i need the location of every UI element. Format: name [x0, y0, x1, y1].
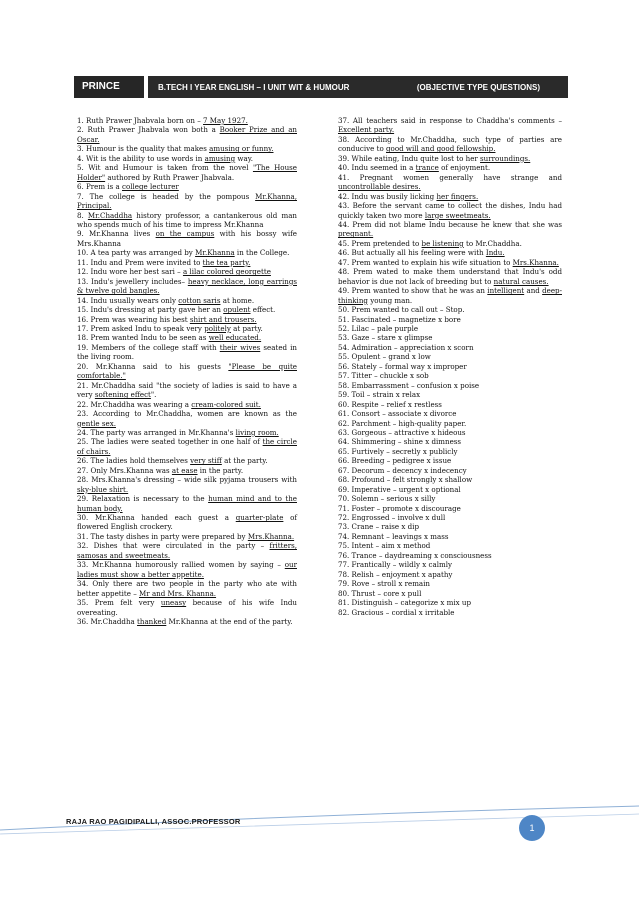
question-item	[77, 163, 297, 182]
question-text: 52. Lilac – pale purple	[338, 323, 419, 333]
question-text: at the party.	[221, 456, 268, 466]
question-item	[77, 579, 297, 598]
answer-text: "The House Holder"	[77, 163, 297, 182]
answer-text: on the campus	[155, 229, 215, 239]
question-item	[338, 466, 562, 475]
question-text: 77. Frantically – wildly x calmly	[338, 560, 452, 570]
question-item	[338, 381, 562, 390]
question-text: 75. Intent – aim x method	[338, 541, 431, 551]
answer-text: amusing	[204, 153, 236, 163]
question-item	[77, 248, 297, 257]
answer-text: cotton saris	[178, 295, 221, 305]
question-item	[338, 163, 562, 172]
answer-text: living room.	[235, 427, 279, 437]
question-text: 10. A tea party was arranged by	[77, 248, 196, 258]
question-item	[77, 211, 297, 230]
question-item	[338, 409, 562, 418]
question-text: 2. Ruth Prawer Jhabvala won both a	[77, 125, 220, 135]
question-text: 78. Relish – enjoyment x apathy	[338, 569, 453, 579]
answer-text: shirt and trousers.	[189, 314, 257, 324]
answer-text: Mr.Khanna	[195, 248, 235, 258]
question-text: in the College.	[234, 248, 290, 258]
question-text: 31. The tasty dishes in party were prepared by	[77, 531, 248, 541]
answer-text: our ladies must show a better appetite.	[77, 560, 297, 579]
question-text: 60. Respite – relief x restless	[338, 399, 442, 409]
answer-text: cream-colored suit.	[191, 399, 261, 409]
answer-text: well educated.	[208, 333, 262, 343]
question-text: 76. Trance – daydreaming x consciousness	[338, 550, 492, 560]
question-item	[338, 390, 562, 399]
question-text: 47. Prem wanted to explain his wife situation to	[338, 257, 513, 267]
question-text: and	[524, 286, 543, 296]
answer-text: Mr.Chaddha	[87, 210, 133, 220]
question-item	[338, 343, 562, 352]
question-text: 9. Mr.Khanna lives	[77, 229, 156, 239]
question-text: 35. Prem felt very	[77, 598, 161, 608]
question-text: 50. Prem wanted to call out – Stop.	[338, 305, 465, 315]
question-item	[77, 229, 297, 248]
question-text: 8.	[77, 210, 88, 220]
question-item	[77, 258, 297, 267]
question-item	[338, 362, 562, 371]
question-text: 45. Prem pretended to	[338, 238, 422, 248]
question-item	[77, 182, 297, 191]
question-item	[77, 456, 297, 465]
question-text: 61. Consort – associate x divorce	[338, 409, 457, 419]
question-item	[338, 371, 562, 380]
question-text: 48. Prem wated to make them understand that Indu's odd behavior is due not lack of breeding but to	[338, 267, 562, 286]
question-item	[338, 541, 562, 550]
question-text: of enjoyment.	[438, 163, 491, 173]
question-text: 33. Mr.Khanna humorously rallied women by saying –	[77, 560, 285, 570]
question-text: 62. Parchment – high-quality paper.	[338, 418, 467, 428]
question-item	[338, 286, 562, 305]
question-text: 25. The ladies were seated together in one half of	[77, 437, 263, 447]
question-text: 51. Fascinated – magnetize x bore	[338, 314, 461, 324]
question-text: 23. According to Mr.Chaddha, women are known as the	[77, 409, 297, 419]
question-text: 80. Thrust – core x pull	[338, 588, 422, 598]
answer-text: good will and good fellowship.	[386, 144, 496, 154]
question-text: 43. Before the servant came to collect the dishes, Indu had quickly taken two more	[338, 201, 562, 220]
page-number-badge: 1	[519, 815, 545, 841]
question-text: 66. Breeding – pedigree x issue	[338, 456, 452, 466]
question-text: 21. Mr.Chaddha said "the society of ladies is said to have a very	[77, 380, 297, 400]
question-item	[77, 475, 297, 494]
question-text: 32. Dishes that were circulated in the party –	[77, 541, 270, 551]
answer-text: Booker Prize and an Oscar.	[77, 125, 297, 144]
question-text: 49. Prem wanted to show that he was an	[338, 286, 488, 296]
answer-text: large sweetmeats.	[424, 210, 491, 220]
question-text: 68. Profound – felt strongly x shallow	[338, 475, 473, 485]
answer-text: deep-thinking	[338, 286, 562, 305]
title-band	[148, 76, 568, 98]
question-text: history professor, a cantankerous old man who spends much of his time to impress Mr.Khanna	[77, 210, 297, 229]
answer-text: a lilac colored georgette	[182, 267, 271, 277]
answer-text: at ease	[171, 465, 198, 475]
question-text: 67. Decorum – decency x indecency	[338, 465, 467, 475]
answer-text: her fingers.	[436, 191, 479, 201]
question-text: 39. While eating, Indu quite lost to her	[338, 153, 481, 163]
question-item	[77, 532, 297, 541]
question-text: 70. Solemn – serious x silly	[338, 494, 436, 504]
question-item	[338, 305, 562, 314]
question-item	[77, 428, 297, 437]
question-item	[338, 154, 562, 163]
answer-text: Mrs.Khanna.	[247, 531, 295, 541]
question-text: 6. Prem is a	[77, 182, 123, 192]
question-text: 22. Mr.Chaddha was wearing a	[77, 399, 192, 409]
question-item	[338, 456, 562, 465]
question-item	[338, 494, 562, 503]
document-subtitle: (OBJECTIVE TYPE QUESTIONS)	[416, 82, 540, 92]
question-text: 16. Prem was wearing his best	[77, 314, 190, 324]
question-item	[338, 135, 562, 154]
question-item	[77, 125, 297, 144]
question-item	[77, 400, 297, 409]
document-title: B.TECH I YEAR ENGLISH – I UNIT WIT & HUMOUR	[158, 82, 350, 92]
question-text: to Mr.Chaddha.	[463, 238, 522, 248]
brand-label: PRINCE	[74, 76, 144, 98]
question-item	[338, 504, 562, 513]
question-text: 18. Prem wanted Indu to be seen as	[77, 333, 209, 343]
question-item	[338, 598, 562, 607]
question-item	[338, 532, 562, 541]
question-text: 42. Indu was busily licking	[338, 191, 437, 201]
question-item	[338, 248, 562, 257]
question-text: 58. Embarrassment – confusion x poise	[338, 380, 480, 390]
question-text: 5. Wit and Humour is taken from the novel	[77, 163, 253, 173]
question-item	[77, 560, 297, 579]
question-item	[338, 324, 562, 333]
answer-text: opulent	[223, 305, 251, 315]
question-text: 36. Mr.Chaddha	[77, 617, 138, 627]
question-item	[77, 315, 297, 324]
answer-text: thanked	[137, 617, 167, 627]
answer-text: uneasy	[160, 598, 187, 608]
question-item	[77, 343, 297, 362]
question-text: at home.	[220, 295, 255, 305]
answer-text: Indu.	[485, 248, 505, 258]
question-item	[77, 192, 297, 211]
question-text: 1. Ruth Prawer Jhabvala born on –	[77, 116, 204, 125]
question-text: 11. Indu and Prem were invited to	[77, 257, 203, 267]
question-item	[77, 144, 297, 153]
question-item	[77, 466, 297, 475]
question-item	[77, 598, 297, 617]
question-text: 72. Engrossed – involve x dull	[338, 513, 446, 523]
question-item	[77, 362, 297, 381]
question-text: 71. Foster – promote x discourage	[338, 503, 461, 513]
question-item	[338, 201, 562, 220]
question-text: 69. Imperative – urgent x optional	[338, 484, 461, 494]
question-item	[338, 419, 562, 428]
answer-text: Excellent party.	[338, 125, 395, 135]
question-text: 7. The college is headed by the pompous	[77, 191, 256, 201]
answer-text: 7 May 1927.	[203, 116, 248, 125]
question-text: 29. Relaxation is necessary to the	[77, 494, 209, 504]
answer-text: "Please be quite comfortable."	[77, 361, 297, 381]
answer-text: uncontrollable desires.	[338, 182, 421, 192]
question-text: 55. Opulent – grand x low	[338, 352, 431, 362]
question-item	[338, 267, 562, 286]
answer-text: be listening	[421, 238, 464, 248]
question-text: 54. Admiration – appreciation x scorn	[338, 342, 474, 352]
question-item	[338, 437, 562, 446]
answer-text: gentle sex.	[77, 418, 116, 428]
question-text: 37. All teachers said in response to Chaddha's comments –	[338, 116, 562, 125]
answer-text: very stiff	[190, 456, 222, 466]
answer-text: the tea party.	[202, 257, 251, 267]
question-text: in the party.	[197, 465, 244, 475]
question-text: 38. According to Mr.Chaddha, such type of parties are conducive to	[338, 134, 562, 154]
answer-text: surroundings.	[480, 153, 531, 163]
question-item	[338, 551, 562, 560]
question-item	[338, 315, 562, 324]
question-item	[338, 333, 562, 342]
question-text: Mr.Khanna at the end of the party.	[166, 617, 293, 627]
answer-text: pregnant.	[338, 229, 374, 239]
question-text: 74. Remnant – leavings x mass	[338, 531, 449, 541]
question-item	[77, 513, 297, 532]
question-text: 28. Mrs.Khanna's dressing – wide silk pyjama trousers with	[77, 475, 297, 485]
question-item	[77, 437, 297, 456]
question-item	[77, 305, 297, 314]
answer-text: Mrs.Khanna.	[512, 257, 559, 267]
question-text: young man.	[367, 295, 413, 305]
question-text: 53. Gaze – stare x glimpse	[338, 333, 433, 343]
question-text: 14. Indu usually wears only	[77, 295, 179, 305]
question-text: 12. Indu wore her best sari –	[77, 267, 183, 277]
question-text: 4. Wit is the ability to use words in	[77, 153, 205, 163]
answer-text: sky-blue shirt.	[77, 484, 129, 494]
question-text: 3. Humour is the quality that makes	[77, 144, 210, 154]
question-text: 79. Rove – stroll x remain	[338, 579, 430, 589]
answer-text: heavy necklace, long earrings & twelve gold bangles.	[77, 276, 297, 296]
question-text: 26. The ladies hold themselves	[77, 456, 191, 466]
question-item	[338, 579, 562, 588]
question-text: at party.	[230, 323, 263, 333]
question-item	[77, 381, 297, 400]
question-item	[77, 541, 297, 560]
question-item	[338, 570, 562, 579]
answer-text: college lecturer	[122, 182, 179, 192]
question-item	[338, 475, 562, 484]
question-item	[77, 494, 297, 513]
question-text: 82. Gracious – cordial x irritable	[338, 607, 455, 617]
question-text: 64. Shimmering – shine x dimness	[338, 437, 462, 447]
question-text: 57. Titter – chuckle x sob	[338, 371, 429, 381]
answer-text: politely	[204, 323, 231, 333]
question-item	[77, 409, 297, 428]
question-text: 46. But actually all his feeling were with	[338, 248, 486, 258]
question-item	[77, 333, 297, 342]
question-text: 34. Only there are two people in the party who ate with better appetite –	[77, 579, 297, 598]
question-text: 17. Prem asked Indu to speak very	[77, 323, 205, 333]
question-item	[338, 116, 562, 135]
question-item	[338, 522, 562, 531]
answer-text: natural causes.	[493, 276, 549, 286]
question-text: 81. Distinguish – categorize x mix up	[338, 598, 471, 608]
question-item	[338, 192, 562, 201]
question-item	[77, 277, 297, 296]
question-item	[338, 447, 562, 456]
question-item	[77, 267, 297, 276]
answer-text: intelligent	[487, 286, 525, 296]
question-text: 65. Furtively – secretly x publicly	[338, 446, 458, 456]
question-text: 15. Indu's dressing at party gave her an	[77, 305, 224, 315]
question-item	[338, 428, 562, 437]
question-item	[338, 485, 562, 494]
question-text: because of his wife Indu overeating.	[77, 598, 297, 617]
answer-text: fritters, samosas and sweetmeats.	[77, 541, 297, 560]
question-text: 59. Toil – strain x relax	[338, 390, 421, 400]
question-text: 63. Gorgeous – attractive x hideous	[338, 427, 466, 437]
answer-text: human mind and to the human body.	[77, 494, 297, 513]
question-text: 30. Mr.Khanna handed each guest a	[77, 513, 236, 523]
left-column	[77, 116, 297, 626]
question-text: effect.	[250, 305, 276, 315]
question-text: 56. Stately – formal way x improper	[338, 361, 467, 371]
question-item	[77, 324, 297, 333]
answer-text: softening effect	[94, 390, 151, 400]
question-text: 44. Prem did not blame Indu because he knew that she was	[338, 219, 562, 229]
question-item	[338, 589, 562, 598]
answer-text: trance	[415, 163, 439, 173]
header-bar	[74, 76, 568, 98]
question-text: 24. The party was arranged in Mr.Khanna's	[77, 427, 236, 437]
answer-text: their wives	[219, 342, 261, 352]
question-text: 27. Only Mrs.Khanna was	[77, 465, 172, 475]
question-item	[338, 560, 562, 569]
question-item	[77, 116, 297, 125]
question-text: authored by Ruth Prawer Jhabvala.	[105, 172, 235, 182]
question-item	[338, 239, 562, 248]
footer-author: RAJA RAO PAGIDIPALLI, ASSOC.PROFESSOR	[66, 817, 241, 826]
question-item	[338, 220, 562, 239]
question-item	[338, 400, 562, 409]
answer-text: amusing or funny.	[209, 144, 274, 154]
answer-text: Mr and Mrs. Khanna.	[139, 588, 217, 598]
question-text: 40. Indu seemed in a	[338, 163, 416, 173]
question-text: 73. Crane – raise x dip	[338, 522, 419, 532]
question-item	[77, 617, 297, 626]
answer-text: the circle of chairs.	[77, 437, 297, 456]
question-text: ".	[150, 390, 157, 400]
question-text: 13. Indu's jewellery includes–	[77, 276, 188, 286]
question-item	[77, 154, 297, 163]
answer-text: Mr.Khanna, Principal.	[77, 191, 297, 211]
question-text: with his bossy wife Mrs.Khanna	[77, 229, 297, 248]
question-item	[338, 352, 562, 361]
right-column	[338, 116, 562, 617]
question-text: of flowered English crockery.	[77, 513, 297, 532]
question-item	[338, 173, 562, 192]
question-item	[77, 296, 297, 305]
question-text: way.	[235, 153, 254, 163]
question-item	[338, 608, 562, 617]
question-text: seated in the living room.	[77, 342, 297, 362]
question-item	[338, 513, 562, 522]
question-text: 19. Members of the college staff with	[77, 342, 220, 352]
question-item	[338, 258, 562, 267]
answer-text: quarter-plate	[235, 513, 284, 523]
question-text: 20. Mr.Khanna said to his guests	[77, 361, 229, 371]
question-text: 41. Pregnant women generally have strange and	[338, 172, 562, 182]
